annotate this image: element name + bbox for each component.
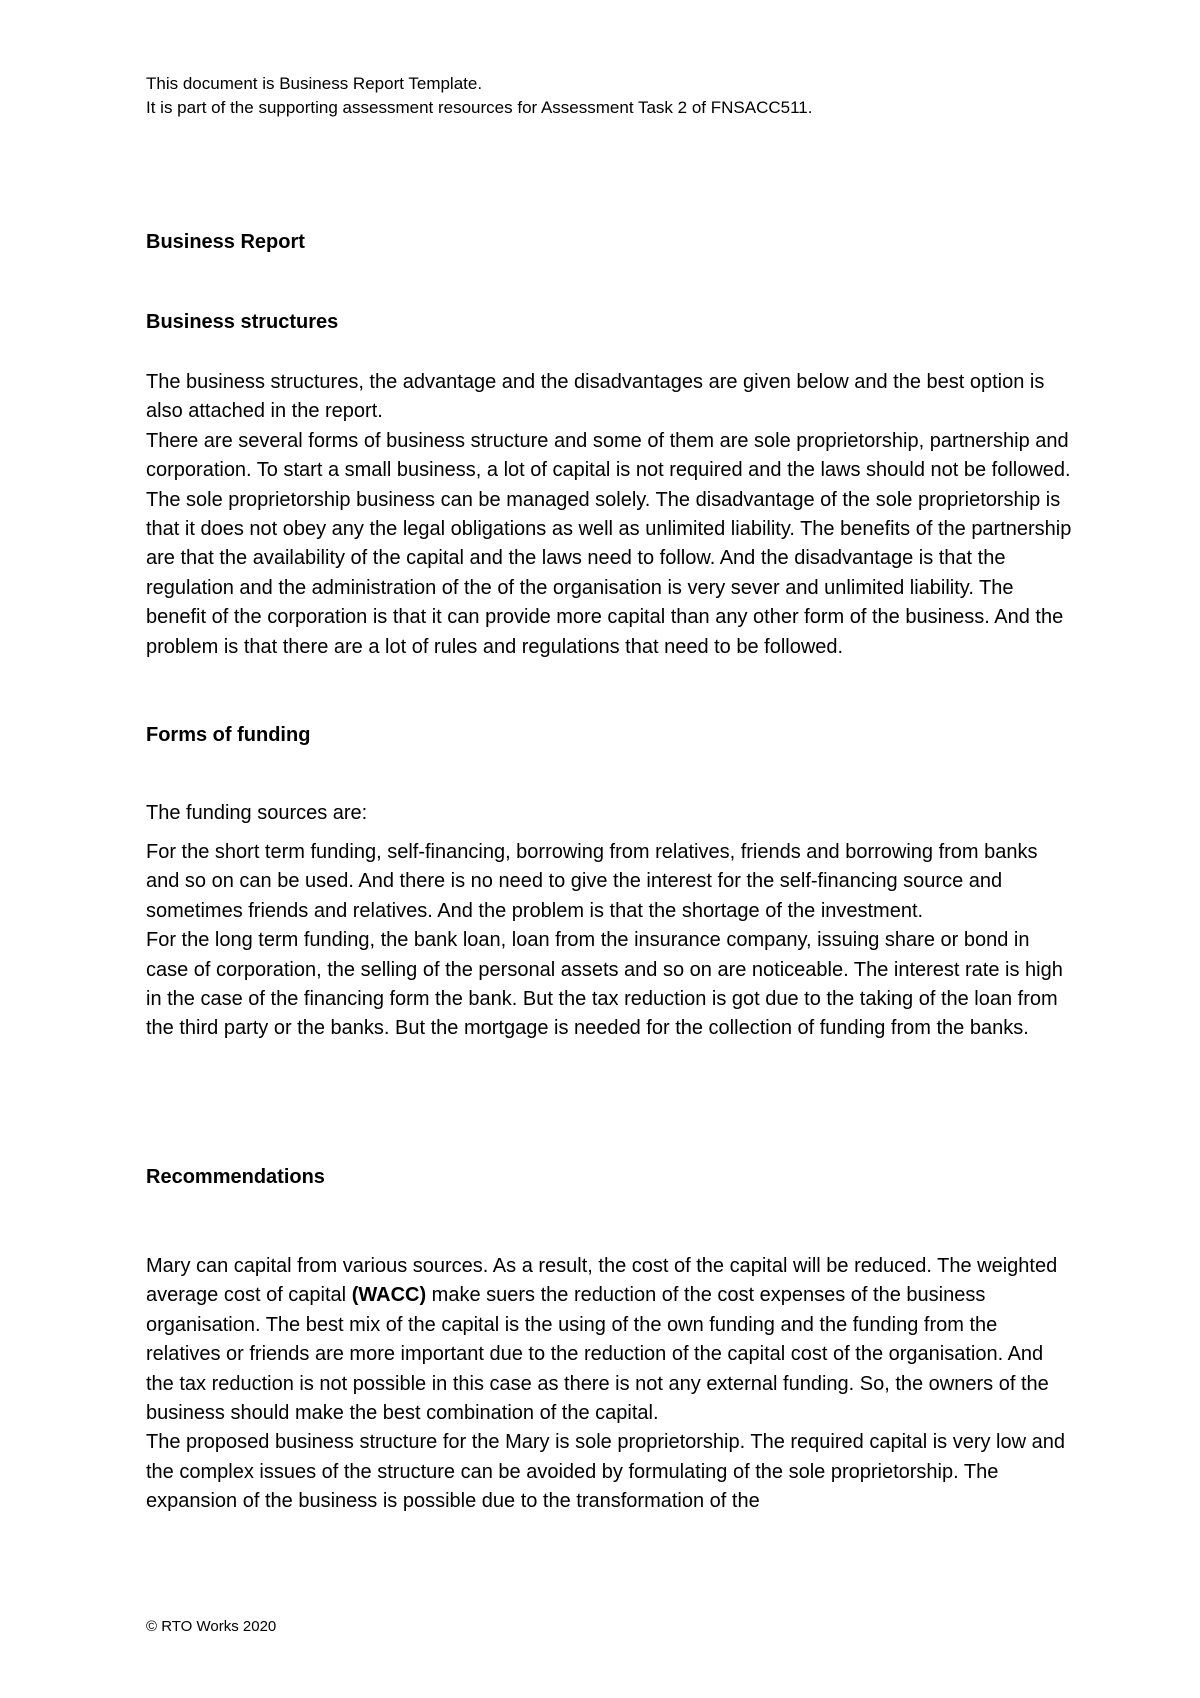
funding-paragraph-long-term: For the long term funding, the bank loan, loan from the insurance company, issuing share or bond in case of corporation, the selling of the personal assets and so on are noticeable. The interest rate is high in the case of the financing form the bank. But the tax reduction is got due to the taking of the loan from the third party or the banks. But the mortgage is needed for the collection of funding from the banks. xyxy=(146,929,1063,1040)
recommendations-text-before-wacc: Mary can capital from various sources. As a result, the cost of the capital will be reduced. The weighted average cost of capital xyxy=(146,1255,1058,1307)
header-line-1: This document is Business Report Template. xyxy=(146,74,483,93)
recommendations-text-after-wacc: make suers the reduction of the cost expenses of the business organisation. The best mix of the capital is the using of the own funding and the funding from the relatives or friends are more important due to the reduction of the capital cost of the organisation. And the tax reduction is not possible in this case as there is not any external funding. So, the owners of the business should make the best combination of the capital. xyxy=(146,1284,1049,1425)
recommendations-body xyxy=(146,1252,1076,1517)
business-structures-paragraph-2: There are several forms of business structure and some of them are sole proprietorship, partnership and corporation. To start a small business, a lot of capital is not required and the laws should not be followed. The sole proprietorship business can be managed solely. The disadvantage of the sole proprietorship is that it does not obey any the legal obligations as well as unlimited liability. The benefits of the partnership are that the availability of the capital and the laws need to follow. And the disadvantage is that the regulation and the administration of the of the organisation is very sever and unlimited liability. The benefit of the corporation is that it can provide more capital than any other form of the business. And the problem is that there are a lot of rules and regulations that need to be followed. xyxy=(146,429,1072,658)
header-line-2: It is part of the supporting assessment resources for Assessment Task 2 of FNSACC511. xyxy=(146,98,813,117)
forms-of-funding-body xyxy=(146,838,1076,1044)
report-title: Business Report xyxy=(146,231,305,253)
forms-of-funding-heading: Forms of funding xyxy=(146,724,311,746)
recommendations-paragraph-1 xyxy=(146,1252,1076,1428)
wacc-abbreviation: (WACC) xyxy=(351,1284,427,1307)
copyright-footer: © RTO Works 2020 xyxy=(146,1618,277,1635)
business-structures-paragraph-1: The business structures, the advantage and the disadvantages are given below and the best option is also attached in the report. xyxy=(146,371,1045,423)
recommendations-heading: Recommendations xyxy=(146,1166,325,1188)
business-structures-heading: Business structures xyxy=(146,311,339,333)
funding-intro: The funding sources are: xyxy=(146,802,368,824)
document-header-note xyxy=(146,72,1106,120)
funding-paragraph-short-term: For the short term funding, self-financing, borrowing from relatives, friends and borrowing from banks and so on can be used. And there is no need to give the interest for the self-financing source and sometimes friends and relatives. And the problem is that the shortage of the investment. xyxy=(146,841,1038,922)
business-structures-body xyxy=(146,368,1076,662)
recommendations-paragraph-2: The proposed business structure for the Mary is sole proprietorship. The required capital is very low and the complex issues of the structure can be avoided by formulating of the sole proprietorship. The expansion of the business is possible due to the transformation of the xyxy=(146,1431,1065,1513)
